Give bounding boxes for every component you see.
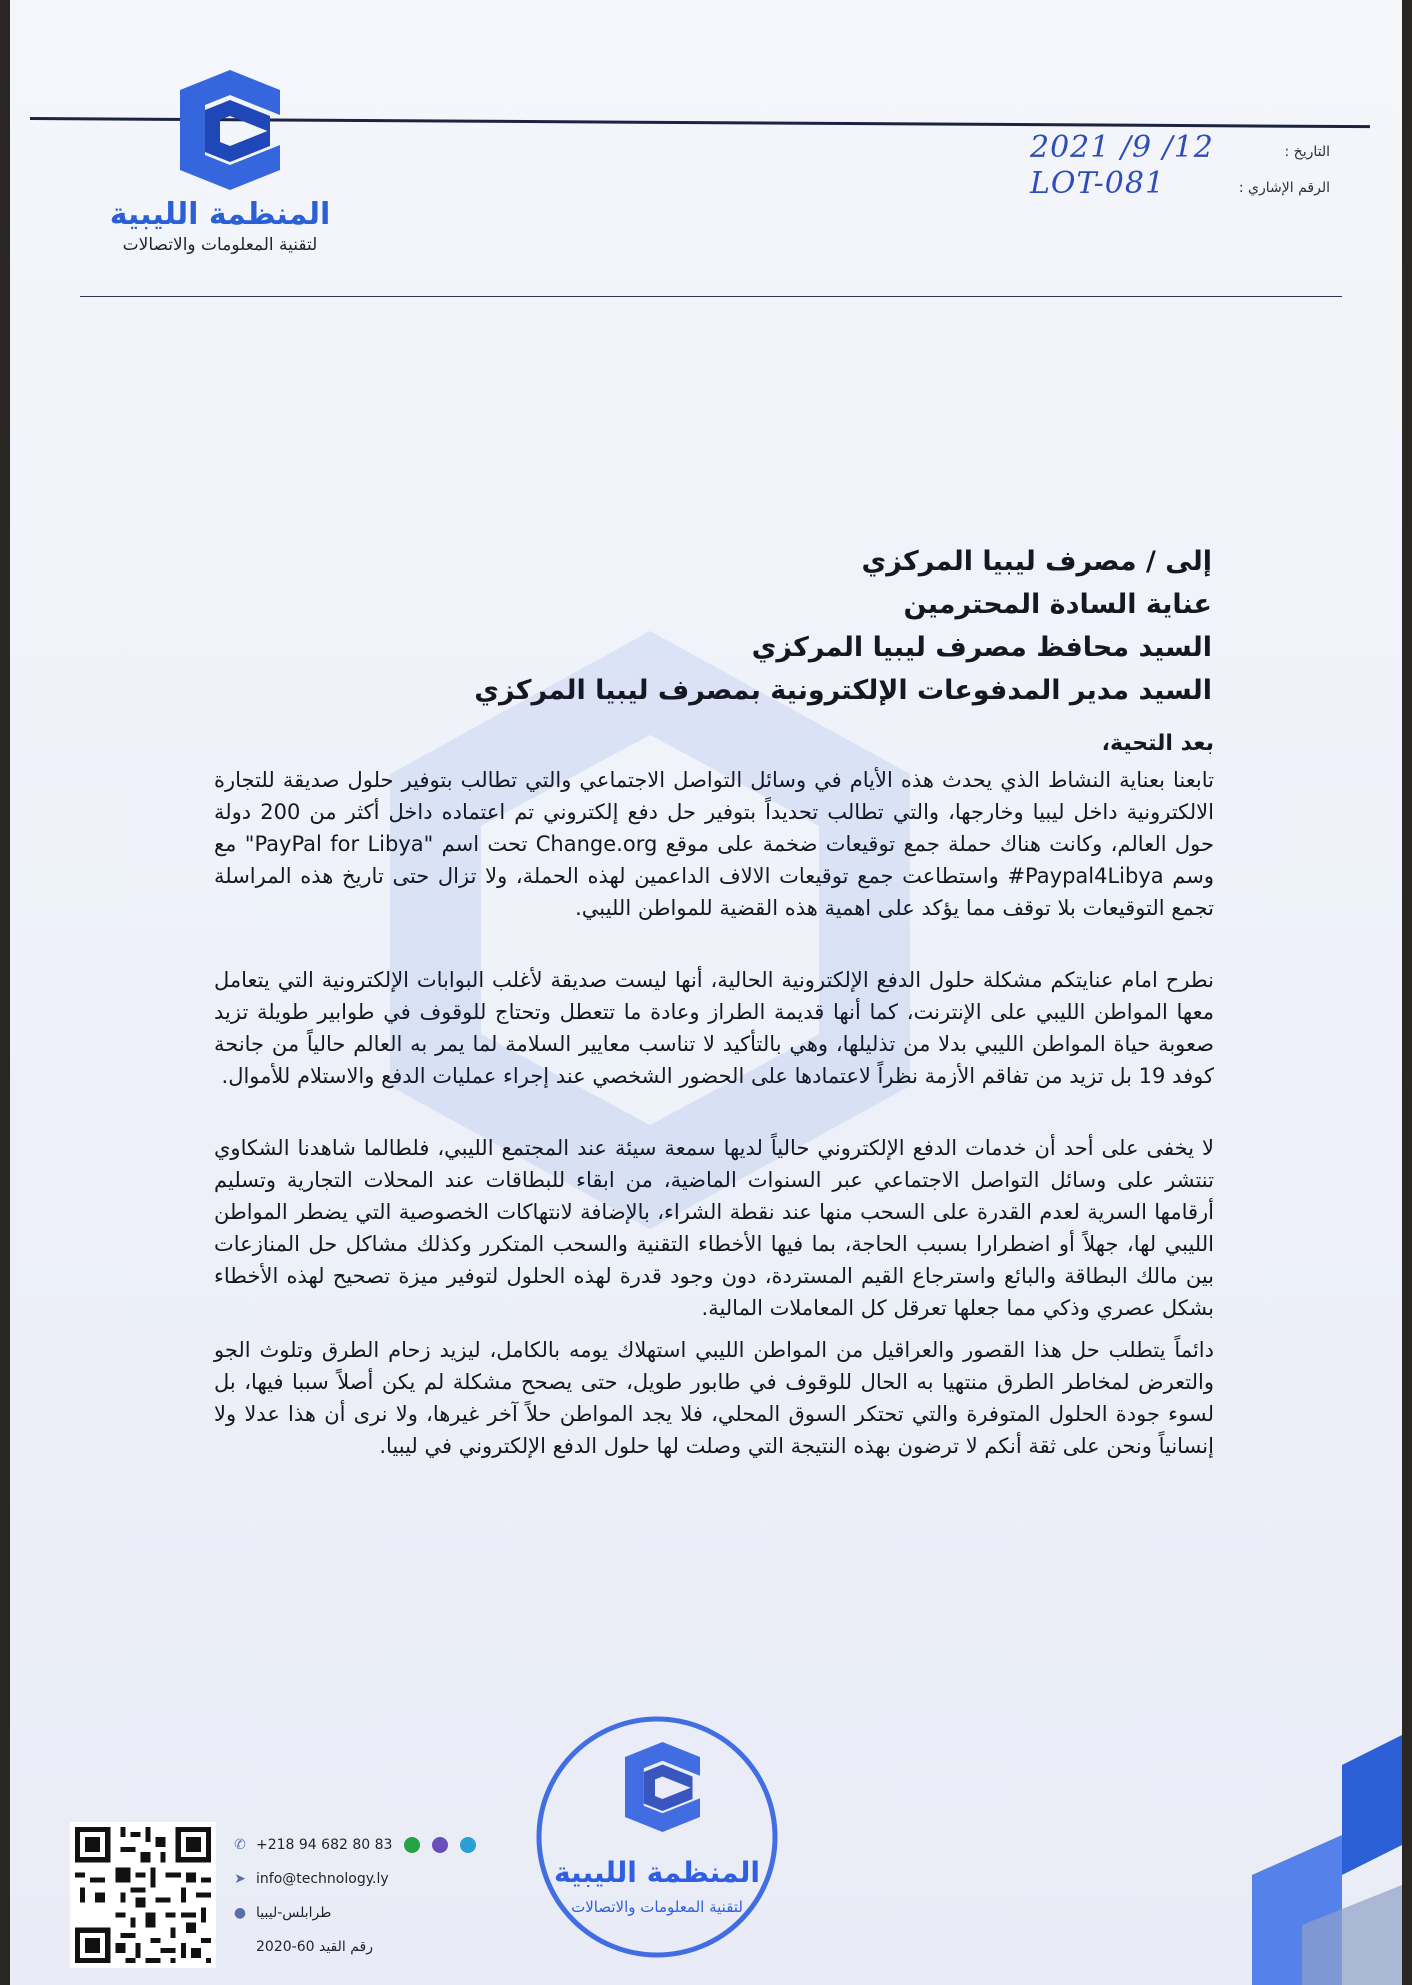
ref-row [1030,166,1330,210]
org-subtitle: لتقنية المعلومات والاتصالات [122,235,318,255]
whatsapp-icon [404,1837,420,1853]
date-value: 2021 /9 /12 [1030,130,1214,165]
recipient-line: السيد مدير المدفوعات الإلكترونية بمصرف ليبيا المركزي [474,675,1212,706]
email-text: info@technology.ly [256,1871,389,1887]
corner-decoration [1192,1725,1402,1985]
letter-meta [1030,130,1330,210]
recipients-block [252,540,1212,712]
recipient-line: السيد محافظ مصرف ليبيا المركزي [751,632,1212,663]
body-paragraph: دائماً يتطلب حل هذا القصور والعراقيل من المواطن الليبي استهلاك يومه بالكامل، ليزيد زحام الطرق وتلوث الجو والتعرض لمخاطر الطرق منتهيا به الحال للوقوف في طابور طويل، حتى يصحح مشكلة لم يكن أصلاً سببا فيها، بل لسوء جودة الحلول المتوفرة والتي تحتكر السوق المحلي، فلا يجد المواطن حلاً آخر غيرها، ولا نرى أن هذا عدلا ولا إنسانياً ونحن على ثقة أنكم لا ترضون بهذه النتيجة التي وصلت لها حلول الدفع الإلكتروني في ليبيا. [214,1338,1214,1458]
date-label: التاريخ : [1284,144,1330,160]
contact-email [232,1862,492,1896]
location-pin-icon: ● [233,1905,247,1921]
contact-phone [232,1828,492,1862]
contact-info [232,1828,492,1964]
ref-value: LOT-081 [1030,166,1166,201]
stamp-name: المنظمة الليبية [554,1856,760,1889]
contact-location [232,1896,492,1930]
body-paragraph: لا يخفى على أحد أن خدمات الدفع الإلكتروني حالياً لديها سمعة سيئة عند المجتمع الليبي، فلطالما شاهدنا الشكاوي تنتشر على وسائل التواصل الاجتماعي عبر السنوات الماضية، من ابقاء للبطاقات عند المحلات التجارية وتسليم أرقامها السرية لعدم القدرة على السحب منها عند نقطة الشراء، بالإضافة لانتهاكات الخصوصية التي يضطر المواطن الليبي لها، جهلاً أو اضطرارا بسبب الحاجة، بما فيها الأخطاء التقنية والسحب المتكرر وكذلك مشاكل حل المنازعات بين مالك البطاقة والبائع واسترجاع القيم المستردة، دون وجود قدرة لهذه الحلول لتوفير ميزة تصحيح لهذه الأخطاء بشكل عصري وذكي مما جعلها تعرقل كل المعاملات المالية. [214,1136,1214,1320]
city-text: طرابلس-ليبيا [256,1905,332,1921]
recipient-line: إلى / مصرف ليبيا المركزي [861,546,1212,577]
phone-text: +218 94 682 80 83 [256,1837,393,1853]
body-paragraph: نطرح امام عنايتكم مشكلة حلول الدفع الإلكترونية الحالية، أنها ليست صديقة لأغلب البوابات الإلكترونية التي يتعامل معها المواطن الليبي على الإنترنت، كما أنها قديمة الطراز وعادة ما تتعطل وتحتاج للوقوف في طوابير طويلة تزيد صعوبة حياة المواطن الليبي بدلا من تذليلها، وهي بالتأكيد لا تناسب معايير السلامة لما يمر به العالم حالياً من جانحة كوفد 19 بل تزيد من تفاقم الأزمة نظراً لاعتمادها على الحضور الشخصي عند إجراء عمليات الدفع والاستلام للأموال. [214,968,1214,1088]
letter-body [214,728,1214,1462]
ref-label: الرقم الإشاري : [1238,180,1330,196]
phone-icon: ✆ [234,1837,246,1853]
telegram-icon [460,1837,476,1853]
org-logo [105,70,335,290]
viber-icon [432,1837,448,1853]
recipient-line: عناية السادة المحترمين [903,589,1212,620]
official-stamp [532,1712,782,1962]
header-divider [80,296,1342,297]
greeting: بعد التحية، [1101,731,1214,756]
stamp-subtitle: لتقنية المعلومات والاتصالات [571,1898,743,1916]
body-paragraph: تابعنا بعناية النشاط الذي يحدث هذه الأيام في وسائل التواصل الاجتماعي والتي تطالب بتوفير حلول صديقة للتجارة الالكترونية داخل ليبيا وخارجها، والتي تطالب تحديداً بتوفير حل دفع إلكتروني تم اعتماده داخل أكثر من 200 دولة حول العالم، وكانت هناك حملة جمع توقيعات ضخمة على موقع Change.org تحت اسم "PayPal for Libya" مع وسم Paypal4Libya# واستطاعت جمع توقيعات الالاف الداعمين لهذه الحملة، ولا تزال حتى تاريخ هذه المراسلة تجمع التوقيعات بلا توقف مما يؤكد على اهمية هذه القضية للمواطن الليبي. [214,768,1214,920]
send-icon: ➤ [234,1871,246,1887]
contact-registration [232,1930,492,1964]
registration-text: رقم القيد 60-2020 [256,1939,374,1955]
qr-code [70,1822,216,1968]
letter-page [10,0,1402,1985]
org-logo-mark [160,70,280,190]
org-name: المنظمة الليبية [109,197,331,232]
